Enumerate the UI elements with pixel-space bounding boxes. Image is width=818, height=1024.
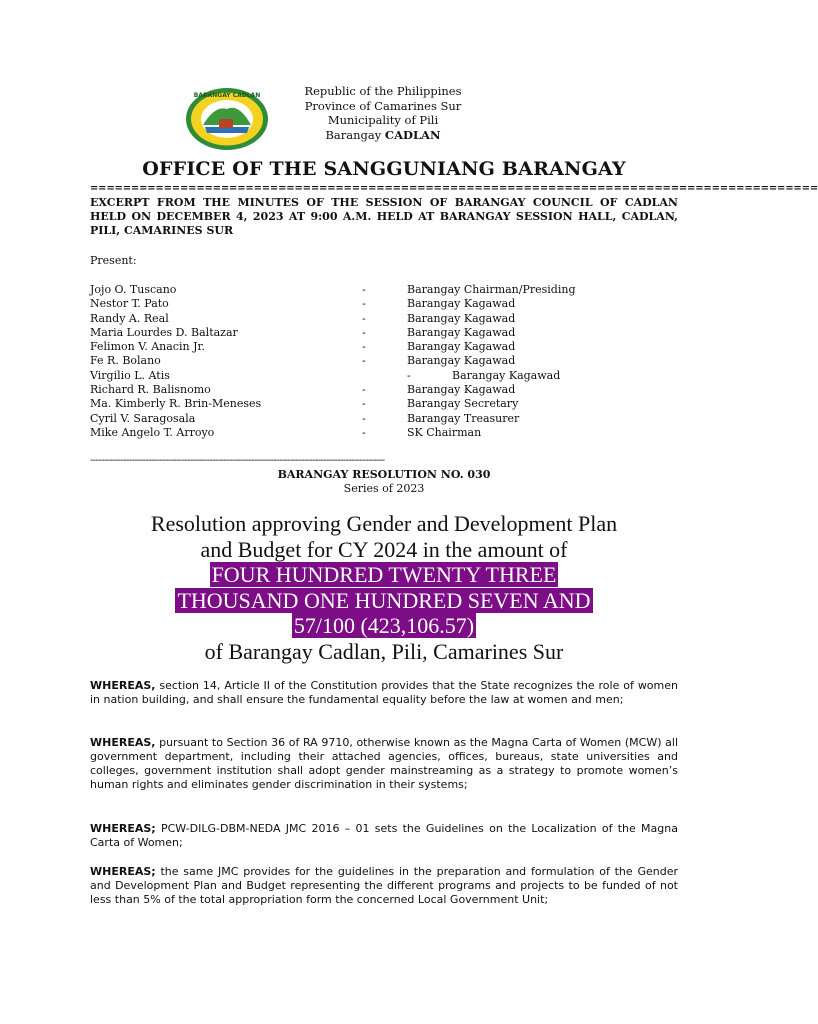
equals-separator: ========================================================================================= [90,183,818,194]
resolution-title [84,511,684,664]
attendee-row [90,354,650,368]
whereas-clause [90,822,678,850]
resolution-number: BARANGAY RESOLUTION NO. 030 [277,468,491,481]
attendee-row [90,369,650,383]
attendee-row [90,383,650,397]
whereas-clause [90,736,678,792]
office-title: OFFICE OF THE SANGGUNIANG BARANGAY [142,158,626,180]
attendee-position: Barangay Kagawad [452,368,561,382]
whereas-lead: WHEREAS; [90,865,156,878]
attendee-dash: - [362,411,366,425]
header-municipality: Municipality of Pili [327,113,439,127]
attendee-name: Ma. Kimberly R. Brin-Meneses [90,397,262,411]
whereas-text: PCW-DILG-DBM-NEDA JMC 2016 – 01 sets the Guidelines on the Localization of the Magna Carta of Women; [90,822,678,849]
highlighted-amount-line: 57/100 (423,106.57) [293,613,475,638]
resolution-series: Series of 2023 [343,482,425,495]
whereas-lead: WHEREAS, [90,679,156,692]
attendee-position: Barangay Kagawad [407,297,516,311]
whereas-text: the same JMC provides for the guidelines in the preparation and formulation of the Gender and Development Plan and Budget representing the different programs and projects to be funded of not less than 5% of the total appropriation form the concerned Local Government Unit; [90,865,678,906]
attendee-row [90,412,650,426]
attendee-dash: - [362,297,366,311]
present-label: Present: [90,254,137,267]
attendee-dash: - [362,311,366,325]
highlighted-amount [84,562,684,588]
attendee-row [90,297,650,311]
whereas-clause [90,679,678,707]
attendee-position: Barangay Kagawad [407,311,516,325]
minutes-excerpt-heading: EXCERPT FROM THE MINUTES OF THE SESSION OF BARANGAY COUNCIL OF CADLAN HELD ON DECEMBER 4, 2023 AT 9:00 A.M. HELD AT BARANGAY SESSION HALL, CADLAN, PILI, CAMARINES SUR [90,196,678,237]
whereas-lead: WHEREAS; [90,822,156,835]
whereas-clause [90,865,678,907]
attendee-name: Virgilio L. Atis [90,368,170,382]
attendee-position: Barangay Kagawad [407,383,516,397]
attendee-name: Jojo O. Tuscano [90,283,177,296]
attendee-name: Richard R. Balisnomo [90,383,211,397]
government-header [297,84,469,142]
highlighted-amount-line: THOUSAND ONE HUNDRED SEVEN AND [177,587,591,613]
attendee-row [90,312,650,326]
attendee-dash: - [362,325,366,339]
attendee-row [90,426,650,440]
attendee-position: Barangay Kagawad [407,340,516,354]
attendee-position: Barangay Kagawad [407,354,516,368]
attendee-name: Cyril V. Saragosala [90,411,196,425]
attendee-dash: - [407,368,411,382]
attendee-position: SK Chairman [407,425,482,439]
attendee-dash: - [362,283,366,296]
whereas-text: pursuant to Section 36 of RA 9710, otherwise known as the Magna Carta of Women (MCW) all government department, including their attached agencies, offices, bureaus, state universities and colleges, government institution shall adopt gender mainstreaming as a strategy to promote women’s human rights and eliminates gender discrimination in their systems; [90,736,678,791]
whereas-lead: WHEREAS, [90,736,156,749]
header-barangay: Barangay CADLAN [325,127,441,142]
attendee-position: Barangay Kagawad [407,325,516,339]
highlighted-amount-line: FOUR HUNDRED TWENTY THREE [211,562,557,587]
attendee-name: Fe R. Bolano [90,354,161,368]
resolution-title-line: of Barangay Cadlan, Pili, Camarines Sur [204,638,564,664]
attendee-row [90,283,650,297]
header-republic: Republic of the Philippines [304,84,462,98]
barangay-seal-logo [185,87,269,151]
attendee-name: Nestor T. Pato [90,297,169,311]
attendee-dash: - [362,397,366,411]
svg-text:BARANGAY CADLAN: BARANGAY CADLAN [193,92,261,99]
attendee-row [90,326,650,340]
attendee-dash: - [362,340,366,354]
attendee-position: Barangay Treasurer [407,411,520,425]
attendee-dash: - [362,425,366,439]
attendee-name: Randy A. Real [90,311,169,325]
highlighted-amount [84,613,684,639]
attendee-position: Barangay Secretary [407,397,519,411]
header-province: Province of Camarines Sur [304,98,462,113]
attendee-row [90,340,650,354]
attendee-position: Barangay Chairman/Presiding [407,283,576,296]
attendee-dash: - [362,354,366,368]
letterhead [185,84,625,156]
whereas-text: section 14, Article II of the Constitution provides that the State recognizes the role of women in nation building, and shall ensure the fundamental equality before the law at women and men; [90,679,678,706]
attendee-name: Felimon V. Anacin Jr. [90,340,206,354]
highlighted-amount [84,588,684,614]
attendee-dash: - [362,383,366,397]
attendee-row [90,397,650,411]
resolution-title-line: Resolution approving Gender and Development Plan [150,511,618,536]
attendee-name: Maria Lourdes D. Baltazar [90,325,238,339]
attendance-list [90,283,650,440]
resolution-title-line: and Budget for CY 2024 in the amount of [200,536,568,562]
attendee-name: Mike Angelo T. Arroyo [90,425,215,439]
dash-separator: ---------------------------------------------------------------------------------------------------------- [90,455,385,466]
